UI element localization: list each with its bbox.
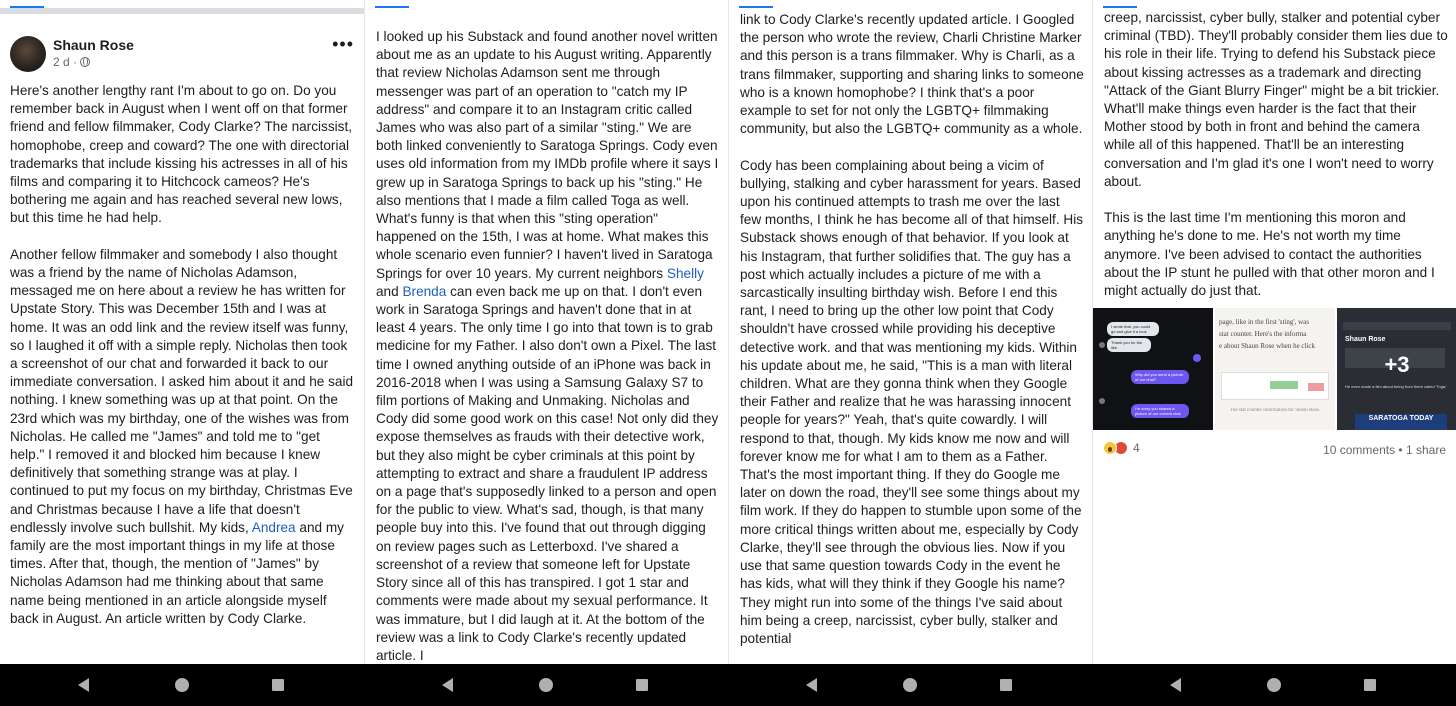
- stat-table-image: [1221, 372, 1329, 400]
- post-text: can even back me up on that. I don't even work in Saratoga Springs and haven't done that in at least 4 years. The only time I go into that town is to grab medicine for my Father. I also don't own a Pixel. The last time I owned anything outside of an iPhone was back in 2016-2018 when I was using a Samsung Galaxy S7 to film portions of Making and Unmaking. Nicholas and Cody did some good work on this case! Not only did they expose themselves as frauds with their detective work, but they also might be cyber criminals at this point by attempting to extract and share a fraudulent IP address on a page that's supposedly linked to a person and open for the public to view. What's sad, though, is that many people buy into this. I've found that out through digging on review pages such as Letterboxd. I've shared a screenshot of a review that someone left for Upstate Story since all of this has transpired. I got 1 star and comments were made about my sexual performance. It was immature, but I did laugh at it. At the bottom of the review was a link to Cody Clarke's recently updated article. I: [376, 283, 723, 663]
- article-caption: The stat counter information for Shaun Rose.: [1229, 408, 1321, 413]
- nav-group: [0, 664, 364, 706]
- wow-icon: [1103, 441, 1117, 455]
- post-text: and my family are the most important things in my life at those times. After that, though, the mention of "James" by Nicholas Adamson had me thinking about that same name being mentioned in an article alongside myself back in August. An article written by Cody Clarke.: [10, 519, 348, 626]
- post-text: Here's another lengthy rant I'm about to go on. Do you remember back in August when I went off on that former friend and fellow filmmaker, Cody Clarke? The narcissist, homophobe, creep and coward? The one with directorial trademarks that include kissing his actresses in all of his films and comparing it to Hitchcock cameos? He's bothering me again and has reached several new lows, but this time he had help. Another fellow filmmaker and somebody I also thought was a friend by the name of Nicholas Adamson, messaged me on here about a review he has written for Upstate Story. This was December 15th and I was at home. It was an odd link and the review itself was funny, so I laughed it off with a simple reply. Nicholas then took a screenshot of our chat and forwarded it back to our immediate conversation. I asked him about it and he said nothing. I knew something was up at that point. On the 23rd which was my birthday, one of the wishes was from Nicholas. He called me "James" and told me to "get help." I removed it and blocked him because I knew definitively that something strange was at play. I continued to put my focus on my birthday, Christmas Eve and Christmas because I have a life that doesn't endlessly involve such bullshit. My kids,: [10, 83, 354, 535]
- screenshot-panel-3: [728, 0, 1092, 664]
- recents-icon[interactable]: [1000, 679, 1012, 691]
- recents-icon[interactable]: [1364, 679, 1376, 691]
- home-icon[interactable]: [903, 678, 917, 692]
- post-meta: [53, 55, 90, 69]
- photo-grid: [1093, 308, 1456, 430]
- chat-bubble: I wrote that, you could go and give it a look: [1107, 322, 1159, 336]
- avatar: [1099, 398, 1105, 404]
- photo-chat-screenshot[interactable]: [1093, 308, 1213, 430]
- profile-title: Shaun Rose: [1345, 336, 1386, 343]
- chat-bubble: Thank you for the like.: [1107, 338, 1151, 352]
- nav-group: [1092, 664, 1456, 706]
- avatar[interactable]: [10, 36, 46, 72]
- article-line: e about Shaun Rose when he click: [1219, 342, 1316, 350]
- screenshot-panel-2: [364, 0, 728, 664]
- post-text-part-1: [10, 82, 356, 628]
- article-line: page, like in the first 'sting', was: [1219, 318, 1310, 326]
- tag-brenda[interactable]: Brenda: [402, 283, 447, 299]
- post-time[interactable]: 2 d ·: [53, 55, 78, 69]
- reaction-count: 4: [1133, 441, 1140, 455]
- avatar: [1099, 342, 1105, 348]
- home-icon[interactable]: [539, 678, 553, 692]
- reactions-summary[interactable]: [1103, 441, 1140, 455]
- back-icon[interactable]: [78, 678, 89, 692]
- post-text-part-4: [1104, 9, 1448, 300]
- tag-shelly[interactable]: Shelly: [666, 265, 704, 281]
- android-navigation-bar: [0, 664, 1456, 706]
- photo-article-screenshot[interactable]: [1215, 308, 1335, 430]
- tag-andrea[interactable]: Andrea: [251, 519, 296, 535]
- post-header: [10, 34, 354, 74]
- post-text: I looked up his Substack and found another novel written about me as an update to his August writing. Apparently that review Nicholas Adamson sent me through messenger was part of an operation to "catch my IP address" and compare it to an Instagram critic called James who was also part of a similar "sting." We are both linked conveniently to Saratoga Springs. Cody even uses old information from my IMDb profile where it says I grew up in Saratoga Springs to back up his "sting." He also mentions that I made a film called Toga as well. What's funny is that when this "sting operation" happened on the 15th, I was at home. What makes this whole scenario even funnier? I haven't lived in Saratoga Springs for over 10 years. My current neighbors: [376, 29, 723, 281]
- back-icon[interactable]: [442, 678, 453, 692]
- post-text-part-3: [740, 11, 1084, 648]
- top-progress: [0, 0, 364, 12]
- chat-bubble: I'm sorry you shared a picture of our current chat: [1131, 404, 1189, 418]
- more-options-icon[interactable]: •••: [332, 34, 354, 54]
- comments-shares-count[interactable]: 10 comments • 1 share: [1323, 443, 1446, 457]
- article-line: stat counter. Here's the informa: [1219, 330, 1307, 338]
- chat-bubble: Why did you send a picture of our chat?: [1131, 370, 1189, 384]
- home-icon[interactable]: [175, 678, 189, 692]
- home-icon[interactable]: [1267, 678, 1281, 692]
- recents-icon[interactable]: [272, 679, 284, 691]
- more-photos-count[interactable]: +3: [1384, 352, 1410, 377]
- profile-note: He even made a film about being from there called 'Toga.': [1345, 384, 1448, 389]
- post-text: link to Cody Clarke's recently updated article. I Googled the person who wrote the review, Charli Christine Marker and this person is a trans filmmaker. Why is Charli, as a trans filmmaker, supporting and sharing links to someone who is a known homophobe? I think that's a poor example to set for not only the LGBTQ+ filmmaking community, but also the LGBTQ+ community as a whole. Cody has been complaining about being a vicim of bullying, stalking and cyber harassment for years. Based upon his continued attempts to trash me over the last few months, I think he has become all of that himself. His Substack shows enough of that behavior. If you look at his Instagram, that further solidifies that. The guy has a post which actually includes a picture of me with a sarcastically insulting birthday wish. Before I end this rant, I need to bring up the other low point that Cody shouldn't have crossed while providing his deceptive detective work. and that was mentioning my kids. Within his update about me, he said, "This is a man with literal children. What are they gonna think when they Google their Father and realize that he was harassing innocent people for years?" Yeah, that's quite cowardly. I will respond to that, though. My kids know me now and will forever know me for what I am to them as a Father. That's the most important thing. If they do Google me later on down the road, they'll see some things about my film work. If they do happen to stumble upon some of the more critical things written about me, especially by Cody Clarke, they'll see through the obvious lies. Now if you use that same question towards Cody in the event he has kids, what will they think if they Google his name? They might run into some of the things I've said about him being a creep, narcissist, cyber bully, stalker and potential: [740, 12, 1084, 646]
- post-text-part-2: [376, 28, 723, 664]
- post-text: creep, narcissist, cyber bully, stalker and potential cyber criminal (TBD). They'll probably consider them lies due to his role in their life. Trying to defend his Substack piece about kissing actresses as a trademark and directing "Attack of the Giant Blurry Finger" might be a bit trickier. What'll make things even harder is the fact that their Mother stood by both in front and behind the camera while all of this happened. That'll be an interesting conversation and I'm glad it's one I won't need to worry about. This is the last time I'm mentioning this moron and anything he's done to me. He's not worth my time anymore. I've been advised to contact the authorities about the IP stunt he pulled with that other moron and I might actually do just that.: [1104, 10, 1448, 299]
- back-icon[interactable]: [806, 678, 817, 692]
- globe-icon: [80, 57, 90, 67]
- screenshot-panel-4: [1092, 0, 1456, 664]
- author-name[interactable]: Shaun Rose: [53, 37, 134, 53]
- nav-group: [364, 664, 728, 706]
- avatar: [1193, 354, 1201, 362]
- saratoga-today-logo: SARATOGA TODAY: [1355, 414, 1447, 430]
- recents-icon[interactable]: [636, 679, 648, 691]
- screenshot-panel-1: [0, 0, 364, 664]
- post-text: and: [376, 265, 708, 299]
- nav-group: [728, 664, 1092, 706]
- back-icon[interactable]: [1170, 678, 1181, 692]
- photo-profile-screenshot[interactable]: [1337, 308, 1456, 430]
